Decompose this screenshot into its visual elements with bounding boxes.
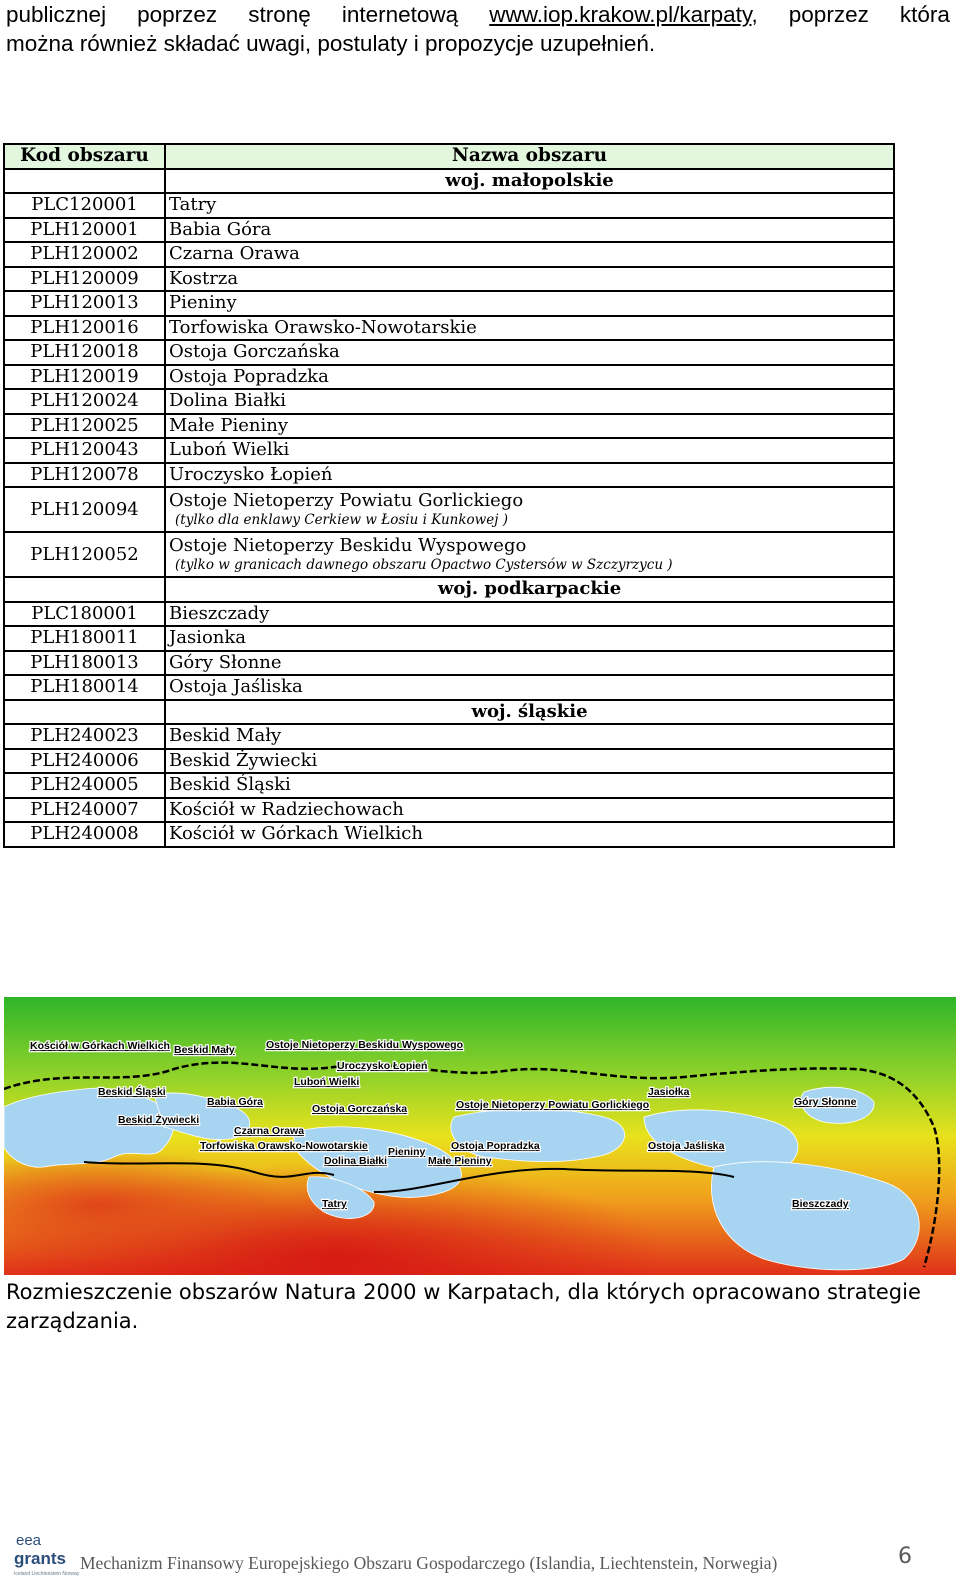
- site-name-cell: [165, 532, 894, 577]
- table-body: [4, 169, 894, 847]
- map-label: Pieniny: [388, 1146, 426, 1158]
- logo-text: eea: [16, 1532, 42, 1549]
- site-name: Tatry: [169, 194, 217, 216]
- header-code: Kod obszaru: [4, 144, 165, 169]
- site-code: PLH180014: [4, 675, 165, 700]
- table-row: [4, 463, 894, 488]
- map-label: Jasiołka: [648, 1086, 690, 1098]
- map-label: Beskid Mały: [174, 1044, 235, 1056]
- site-code: PLH120025: [4, 414, 165, 439]
- site-code: PLH240008: [4, 822, 165, 847]
- site-code: PLH120078: [4, 463, 165, 488]
- site-name-cell: [165, 242, 894, 267]
- site-name-cell: [165, 724, 894, 749]
- site-name-cell: [165, 749, 894, 774]
- table-row: [4, 651, 894, 676]
- header-name: Nazwa obszaru: [165, 144, 894, 169]
- site-code: PLH120018: [4, 340, 165, 365]
- table-row: [4, 438, 894, 463]
- table-row: [4, 798, 894, 823]
- intro-word: poprzez: [788, 2, 869, 27]
- site-name-cell: [165, 822, 894, 847]
- page-footer: [0, 1526, 960, 1584]
- site-name: Kościół w Górkach Wielkich: [169, 823, 423, 845]
- map-label: Ostoja Popradzka: [451, 1140, 540, 1152]
- map-label: Beskid Żywiecki: [118, 1114, 200, 1126]
- site-name-cell: [165, 365, 894, 390]
- site-name-cell: [165, 602, 894, 627]
- site-code: PLH120043: [4, 438, 165, 463]
- map-label: Bieszczady: [792, 1198, 849, 1210]
- map-label: Małe Pieniny: [428, 1155, 492, 1167]
- page-number: 6: [898, 1544, 912, 1569]
- site-name: Kostrza: [169, 267, 239, 289]
- table-row: [4, 389, 894, 414]
- map-caption: Rozmieszczenie obszarów Natura 2000 w Karpatach, dla których opracowano strategie zarządzania.: [6, 1280, 921, 1333]
- region-blank-cell: [4, 700, 165, 725]
- site-code: PLH180011: [4, 626, 165, 651]
- site-name: Jasionka: [169, 627, 247, 649]
- table-row: [4, 218, 894, 243]
- table-row: [4, 602, 894, 627]
- site-name: Beskid Śląski: [169, 774, 291, 796]
- region-name: woj. małopolskie: [165, 169, 894, 194]
- intro-line-1: [6, 0, 950, 29]
- map-image: [4, 997, 956, 1275]
- site-name-cell: [165, 340, 894, 365]
- table-row: [4, 532, 894, 577]
- site-name-cell: [165, 291, 894, 316]
- site-code: PLH120013: [4, 291, 165, 316]
- region-blank-cell: [4, 577, 165, 602]
- site-name-cell: [165, 389, 894, 414]
- site-name: Pieniny: [169, 292, 237, 314]
- table-row: [4, 365, 894, 390]
- site-code: PLH120052: [4, 532, 165, 577]
- region-row: [4, 700, 894, 725]
- site-name: Ostoje Nietoperzy Powiatu Gorlickiego: [169, 489, 524, 511]
- map-label: Góry Słonne: [794, 1096, 857, 1108]
- site-code: PLH120016: [4, 316, 165, 341]
- site-code: PLC180001: [4, 602, 165, 627]
- map-label: Czarna Orawa: [234, 1125, 305, 1137]
- map-label: Ostoje Nietoperzy Powiatu Gorlickiego: [456, 1099, 650, 1111]
- site-name: Beskid Żywiecki: [169, 749, 318, 771]
- map-label: Luboń Wielki: [294, 1076, 360, 1088]
- table-row: [4, 267, 894, 292]
- site-name-cell: [165, 487, 894, 532]
- site-name-cell: [165, 438, 894, 463]
- region-blank-cell: [4, 169, 165, 194]
- site-name: Góry Słonne: [169, 651, 282, 673]
- site-name: Ostoje Nietoperzy Beskidu Wyspowego: [169, 534, 527, 556]
- map-label: Ostoja Jaśliska: [648, 1140, 725, 1152]
- site-name-cell: [165, 193, 894, 218]
- site-name-cell: [165, 463, 894, 488]
- region-row: [4, 577, 894, 602]
- site-code: PLH120001: [4, 218, 165, 243]
- intro-word: stronę: [248, 2, 311, 27]
- table-row: [4, 675, 894, 700]
- site-code: PLC120001: [4, 193, 165, 218]
- site-note: (tylko w granicach dawnego obszaru Opactwo Cystersów w Szczyrzycu ): [175, 556, 673, 573]
- site-name: Dolina Białki: [169, 390, 287, 412]
- intro-word: poprzez: [137, 2, 218, 27]
- table-row: [4, 291, 894, 316]
- site-code: PLH120002: [4, 242, 165, 267]
- eea-grants-logo: [14, 1532, 80, 1578]
- intro-word: publicznej: [6, 2, 107, 27]
- popradzka-area-shape: [451, 1109, 625, 1162]
- site-name-cell: [165, 675, 894, 700]
- table-row: [4, 414, 894, 439]
- table-row: [4, 724, 894, 749]
- site-name: Uroczysko Łopień: [169, 463, 333, 485]
- table-row: [4, 242, 894, 267]
- site-name-cell: [165, 651, 894, 676]
- site-code: PLH120024: [4, 389, 165, 414]
- site-name: Ostoja Gorczańska: [169, 341, 340, 363]
- site-name: Ostoja Popradzka: [169, 365, 329, 387]
- intro-word: która: [899, 2, 950, 27]
- table-header-row: [4, 144, 894, 169]
- table-row: [4, 487, 894, 532]
- site-name: Beskid Mały: [169, 725, 282, 747]
- site-name: Babia Góra: [169, 218, 272, 240]
- intro-word: ,: [751, 2, 758, 27]
- site-note: (tylko dla enklawy Cerkiew w Łosiu i Kunkowej ): [175, 511, 508, 528]
- table-row: [4, 340, 894, 365]
- table-row: [4, 193, 894, 218]
- site-code: PLH120019: [4, 365, 165, 390]
- site-name: Małe Pieniny: [169, 414, 289, 436]
- site-code: PLH240005: [4, 773, 165, 798]
- site-name: Luboń Wielki: [169, 439, 290, 461]
- site-name-cell: [165, 267, 894, 292]
- site-name: Kościół w Radziechowach: [169, 798, 404, 820]
- site-code: PLH120009: [4, 267, 165, 292]
- intro-line-2: można również składać uwagi, postulaty i propozycje uzupełnień.: [6, 31, 656, 56]
- site-name: Czarna Orawa: [169, 243, 300, 265]
- site-code: PLH180013: [4, 651, 165, 676]
- map-label: Dolina Białki: [324, 1155, 388, 1167]
- map-label: Kościół w Górkach Wielkich: [30, 1040, 170, 1052]
- carpathians-map: [4, 997, 956, 1275]
- logo-text: Iceland Liechtenstein Norway: [14, 1571, 80, 1577]
- site-name: Torfowiska Orawsko-Nowotarskie: [169, 316, 477, 338]
- intro-paragraph: [6, 0, 950, 58]
- site-code: PLH240007: [4, 798, 165, 823]
- site-name-cell: [165, 798, 894, 823]
- table-row: [4, 626, 894, 651]
- map-label: Tatry: [322, 1198, 347, 1210]
- table-row: [4, 822, 894, 847]
- region-name: woj. śląskie: [165, 700, 894, 725]
- map-label: Uroczysko Łopień: [337, 1060, 428, 1072]
- site-name: Bieszczady: [169, 602, 270, 624]
- site-name-cell: [165, 414, 894, 439]
- site-name: Ostoja Jaśliska: [169, 676, 303, 698]
- map-label: Ostoja Gorczańska: [312, 1103, 408, 1115]
- site-name-cell: [165, 218, 894, 243]
- footer-text: Mechanizm Finansowy Europejskiego Obszaru Gospodarczego (Islandia, Liechtenstein, Norwegia): [80, 1553, 778, 1573]
- map-label: Babia Góra: [207, 1096, 264, 1108]
- map-label: Ostoje Nietoperzy Beskidu Wyspowego: [266, 1039, 464, 1051]
- natura-sites-table: [3, 143, 895, 848]
- logo-text: grants: [14, 1549, 66, 1568]
- site-name-cell: [165, 316, 894, 341]
- table-row: [4, 773, 894, 798]
- intro-word: internetową: [341, 2, 459, 27]
- map-label: Beskid Śląski: [98, 1086, 166, 1098]
- region-name: woj. podkarpackie: [165, 577, 894, 602]
- region-row: [4, 169, 894, 194]
- karpaty-link[interactable]: www.iop.krakow.pl/karpaty: [489, 2, 752, 27]
- site-name-cell: [165, 773, 894, 798]
- site-code: PLH240023: [4, 724, 165, 749]
- site-code: PLH240006: [4, 749, 165, 774]
- map-label: Torfowiska Orawsko-Nowotarskie: [200, 1140, 368, 1152]
- table-row: [4, 749, 894, 774]
- site-code: PLH120094: [4, 487, 165, 532]
- site-name-cell: [165, 626, 894, 651]
- table-row: [4, 316, 894, 341]
